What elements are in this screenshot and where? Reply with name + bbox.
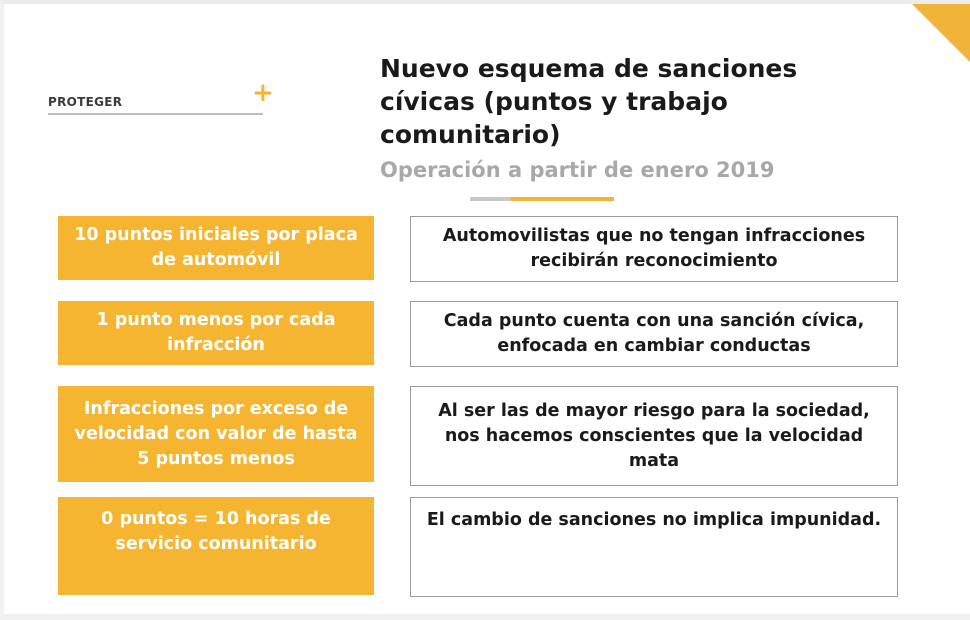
sanction-row	[58, 216, 898, 282]
rule-text: 0 puntos = 10 horas de servicio comunitario	[101, 509, 331, 554]
plus-icon: +	[252, 78, 274, 108]
description-box	[410, 497, 898, 597]
rule-box	[58, 497, 374, 595]
corner-accent	[912, 4, 970, 62]
sanction-row	[58, 301, 898, 367]
sanction-row	[58, 497, 898, 597]
rule-box	[58, 301, 374, 365]
description-box	[410, 216, 898, 282]
title-divider	[470, 197, 614, 201]
rule-text: 1 punto menos por cada infracción	[96, 310, 336, 355]
description-text: Automovilistas que no tengan infracciones recibirán reconocimiento	[442, 226, 866, 271]
rule-text: 10 puntos iniciales por placa de automóvil	[74, 225, 358, 270]
sanction-row	[58, 386, 898, 486]
section-tag	[48, 91, 263, 115]
rule-box	[58, 386, 374, 482]
section-label: PROTEGER	[48, 95, 123, 109]
description-box	[410, 386, 898, 486]
description-box	[410, 301, 898, 367]
page-title: Nuevo esquema de sanciones cívicas (puntos y trabajo comunitario)	[380, 54, 798, 149]
page-subtitle: Operación a partir de enero 2019	[380, 158, 775, 182]
description-text: Cada punto cuenta con una sanción cívica, enfocada en cambiar conductas	[443, 311, 865, 356]
description-text: Al ser las de mayor riesgo para la sociedad, nos hacemos conscientes que la velocidad mata	[438, 400, 870, 471]
description-text: El cambio de sanciones no implica impunidad.	[426, 510, 882, 530]
rule-text: Infracciones por exceso de velocidad con valor de hasta 5 puntos menos	[74, 398, 358, 469]
rule-box	[58, 216, 374, 280]
